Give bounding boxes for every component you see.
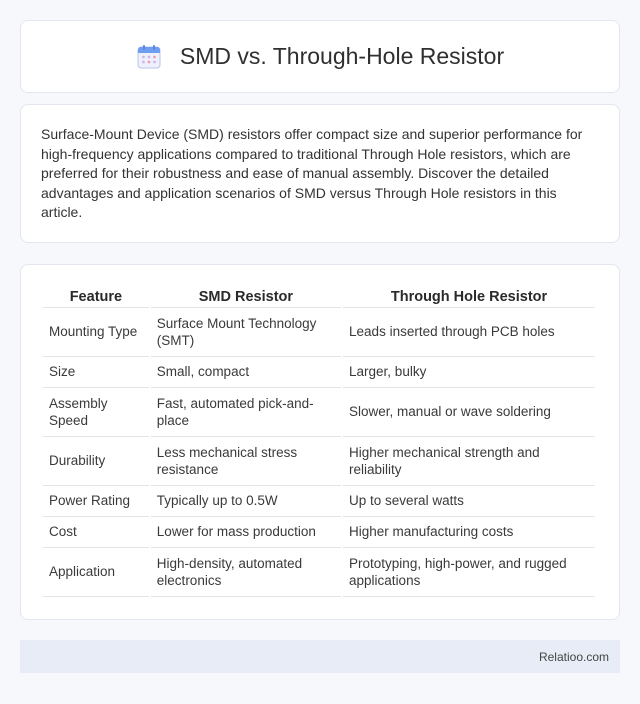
table-row — [43, 517, 595, 548]
smd-cell: Less mechanical stress resistance — [151, 437, 341, 486]
footer — [20, 640, 620, 673]
header-card — [20, 20, 620, 93]
through-hole-cell: Larger, bulky — [343, 357, 595, 388]
feature-cell: Durability — [43, 437, 149, 486]
intro-paragraph: Surface-Mount Device (SMD) resistors offer compact size and superior performance for high-frequency applications compared to traditional Through Hole resistors, which are preferred for their robustness and ease of manual assembly. Discover the detailed advantages and application scenarios of SMD versus Through Hole resistors in this article. — [41, 126, 583, 220]
feature-cell: Size — [43, 357, 149, 388]
through-hole-cell: Higher manufacturing costs — [343, 517, 595, 548]
through-hole-cell: Prototyping, high-power, and rugged applications — [343, 548, 595, 597]
through-hole-cell: Up to several watts — [343, 486, 595, 517]
comparison-card — [20, 264, 620, 620]
intro-card — [20, 104, 620, 243]
table-header-row — [43, 285, 595, 308]
header-through-hole: Through Hole Resistor — [343, 285, 595, 308]
through-hole-cell: Slower, manual or wave soldering — [343, 388, 595, 437]
page-title: SMD vs. Through-Hole Resistor — [179, 43, 505, 69]
table-row — [43, 388, 595, 437]
smd-cell: Surface Mount Technology (SMT) — [151, 308, 341, 357]
table-row — [43, 486, 595, 517]
feature-cell: Application — [43, 548, 149, 597]
feature-cell: Assembly Speed — [43, 388, 149, 437]
through-hole-cell: Leads inserted through PCB holes — [343, 308, 595, 357]
table-row — [43, 357, 595, 388]
feature-cell: Cost — [43, 517, 149, 548]
title-wrap — [136, 43, 504, 70]
smd-cell: Typically up to 0.5W — [151, 486, 341, 517]
smd-cell: High-density, automated electronics — [151, 548, 341, 597]
smd-cell: Lower for mass production — [151, 517, 341, 548]
header-smd: SMD Resistor — [151, 285, 341, 308]
smd-cell: Fast, automated pick-and-place — [151, 388, 341, 437]
comparison-table — [41, 285, 597, 597]
smd-cell: Small, compact — [151, 357, 341, 388]
through-hole-cell: Higher mechanical strength and reliability — [343, 437, 595, 486]
table-row — [43, 548, 595, 597]
feature-cell: Power Rating — [43, 486, 149, 517]
footer-credit[interactable]: Relatioo.com — [538, 649, 609, 664]
calendar-icon — [136, 44, 162, 70]
table-row — [43, 308, 595, 357]
header-feature: Feature — [43, 285, 149, 308]
table-row — [43, 437, 595, 486]
feature-cell: Mounting Type — [43, 308, 149, 357]
